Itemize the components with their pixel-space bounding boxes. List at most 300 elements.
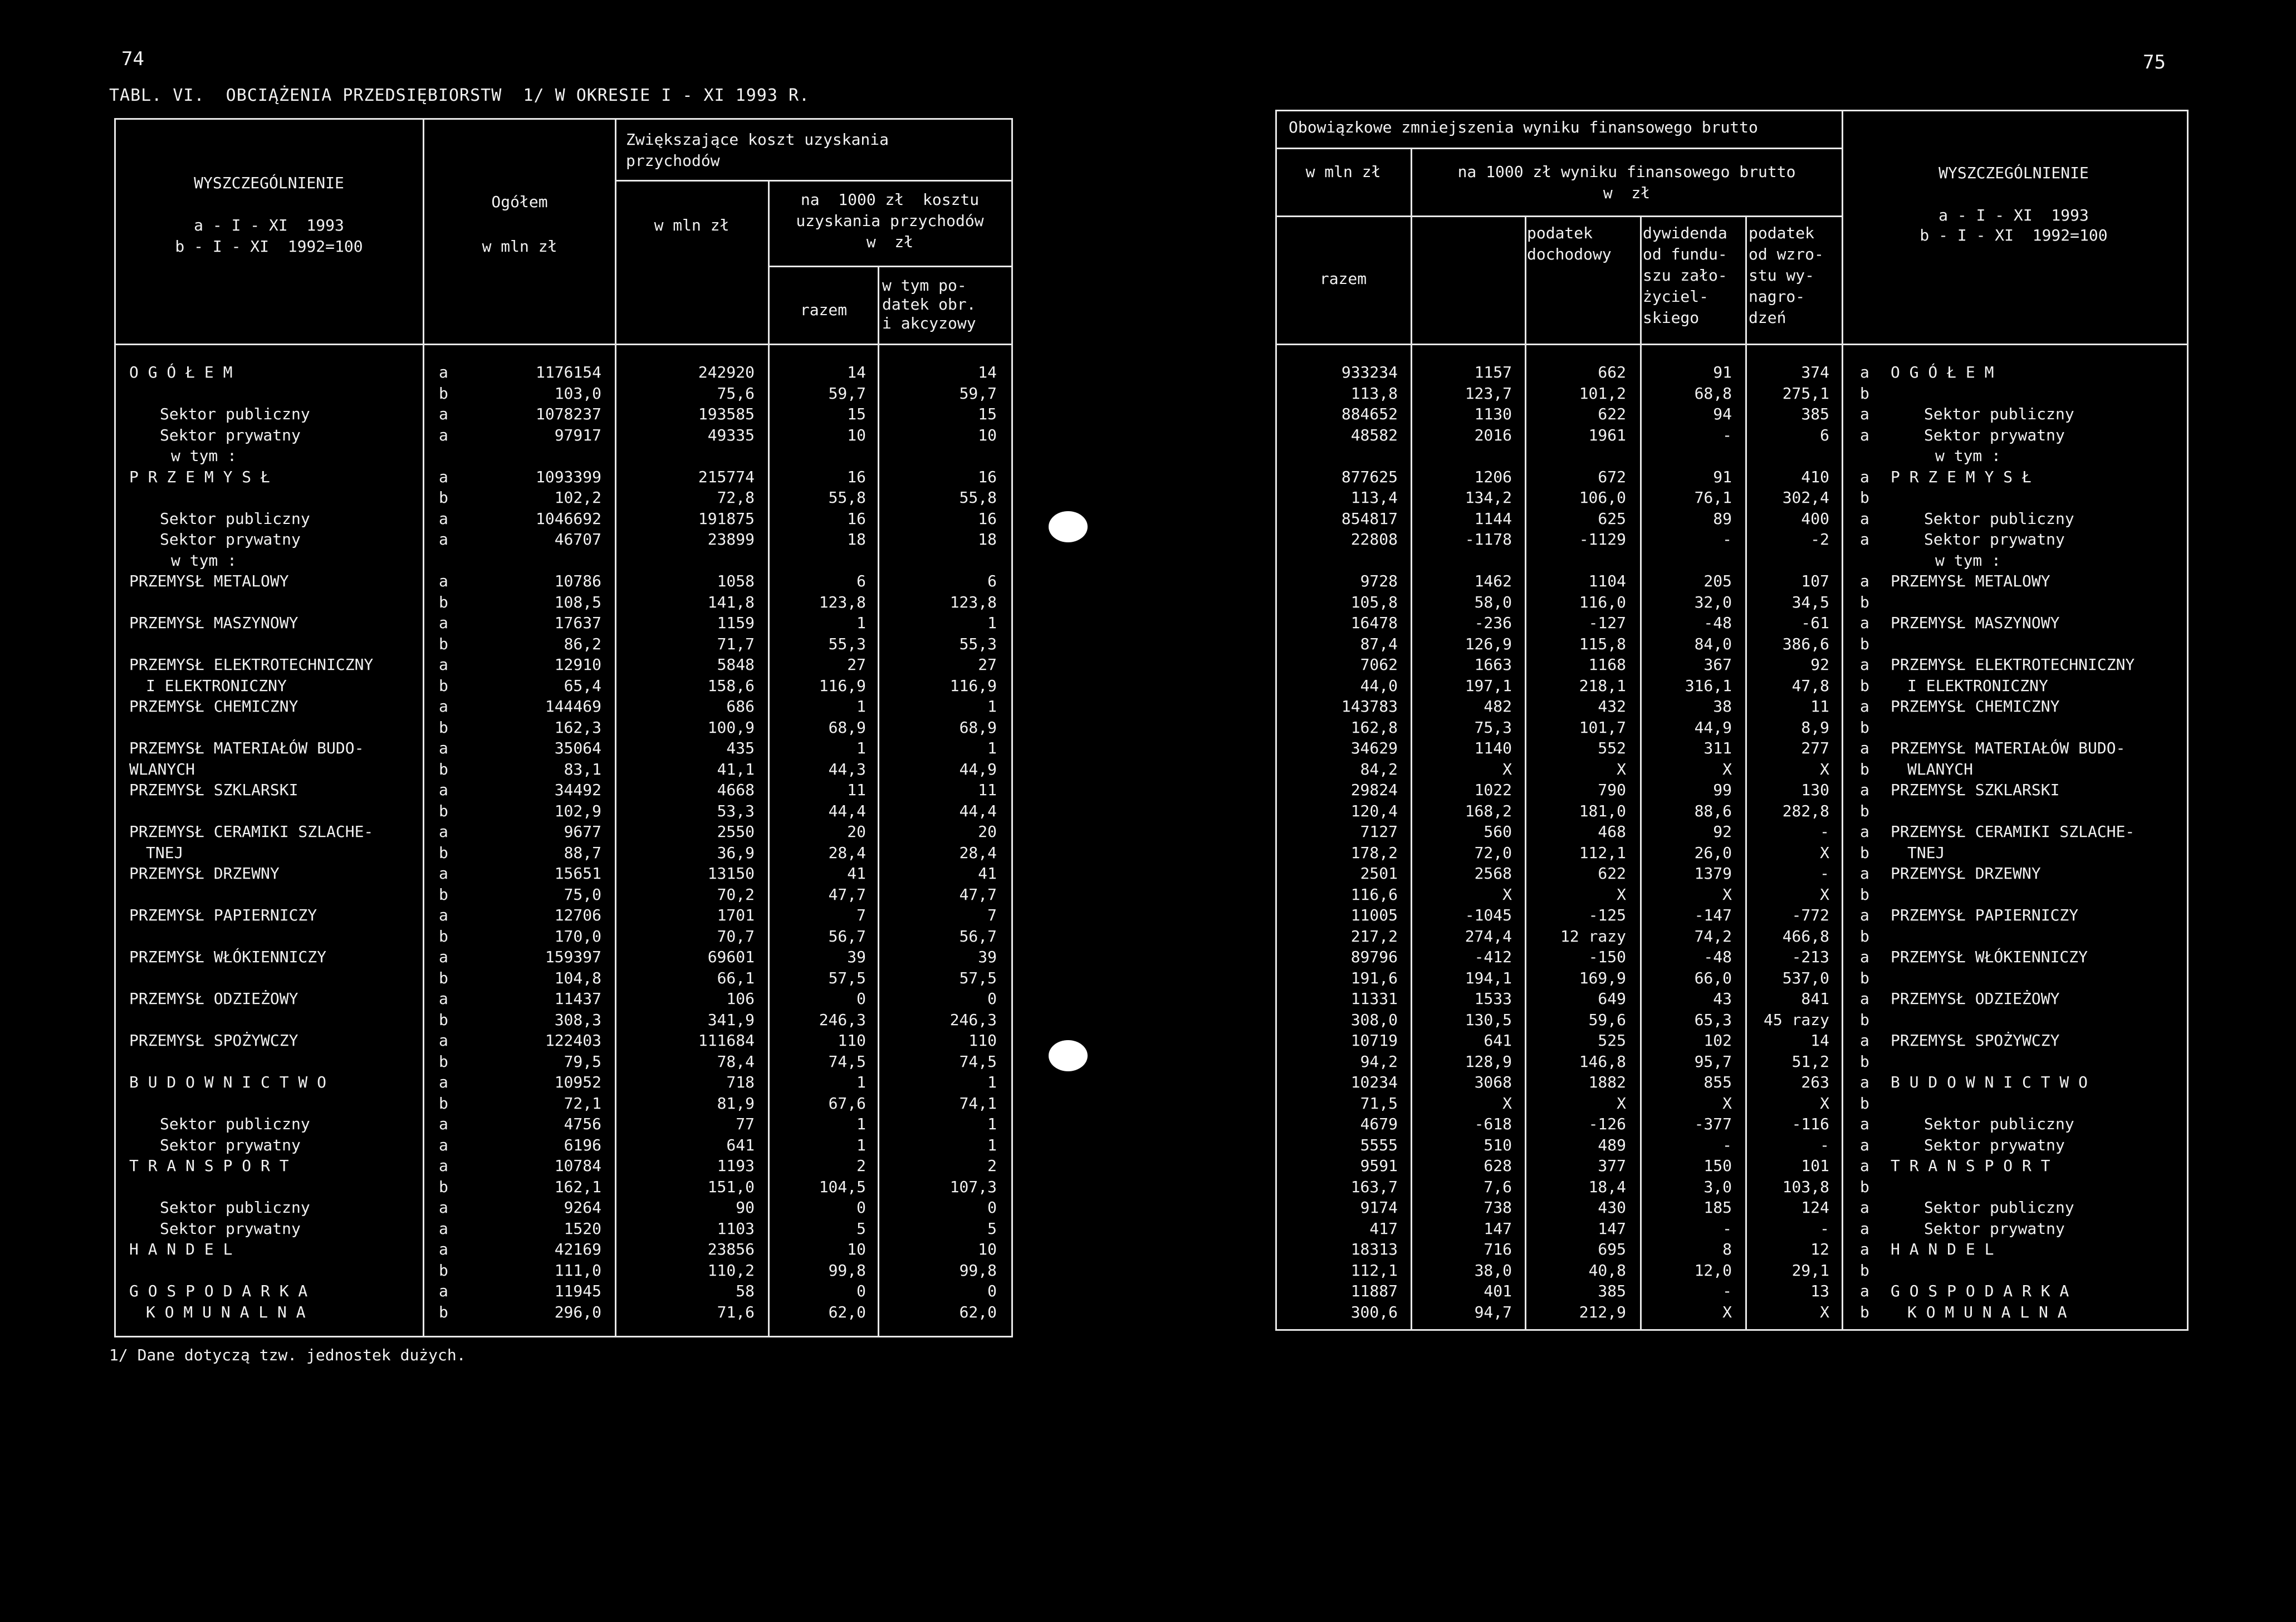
value-cell: 1206 xyxy=(1474,467,1512,486)
value-cell: 101,7 xyxy=(1579,718,1626,737)
value-cell: 92 xyxy=(1713,822,1732,841)
value-cell: 218,1 xyxy=(1579,676,1626,695)
value-cell: -772 xyxy=(1791,906,1829,924)
value-cell: 55,3 xyxy=(828,634,866,653)
value-cell: 77 xyxy=(736,1115,755,1133)
value-cell: 107,3 xyxy=(949,1177,997,1196)
row-label: B U D O W N I C T W O xyxy=(129,1073,327,1091)
row-indicator: a xyxy=(1860,614,1869,632)
value-cell: 58 xyxy=(736,1282,755,1300)
value-cell: 1157 xyxy=(1474,363,1512,381)
value-cell: 110 xyxy=(838,1031,866,1050)
row-label: Sektor prywatny xyxy=(160,1135,301,1154)
value-cell: -2 xyxy=(1810,530,1829,548)
value-cell: 7 xyxy=(856,906,866,924)
value-cell: 6 xyxy=(987,572,997,590)
value-cell: -618 xyxy=(1474,1115,1512,1133)
value-cell: 36,9 xyxy=(717,843,755,862)
value-cell: 44,4 xyxy=(828,801,866,820)
value-cell: 111684 xyxy=(698,1031,755,1050)
right-header-podatek-dochodowy: podatek dochodowy xyxy=(1527,224,1612,263)
value-cell: 1 xyxy=(856,697,866,716)
value-cell: 170,0 xyxy=(554,927,601,945)
value-cell: 168,2 xyxy=(1465,801,1512,820)
value-cell: 10 xyxy=(978,425,997,444)
value-cell: 1144 xyxy=(1474,509,1512,528)
value-cell: 386,6 xyxy=(1782,634,1829,653)
left-header-legend-b: b - I - XI 1992=100 xyxy=(175,237,363,256)
row-indicator: b xyxy=(1860,968,1869,987)
value-cell: 104,8 xyxy=(554,968,601,987)
left-header-ogolem: Ogółem xyxy=(491,193,548,211)
value-cell: 9174 xyxy=(1360,1198,1398,1217)
value-cell: 110 xyxy=(968,1031,997,1050)
value-cell: 1663 xyxy=(1474,655,1512,674)
value-cell: 10784 xyxy=(554,1157,601,1175)
row-label: PRZEMYSŁ WŁÓKIENNICZY xyxy=(1891,948,2088,966)
row-label: PRZEMYSŁ ELEKTROTECHNICZNY xyxy=(1891,655,2135,674)
value-cell: 46707 xyxy=(554,530,601,548)
value-cell: 59,7 xyxy=(828,384,866,403)
value-cell: 15 xyxy=(847,405,866,423)
value-cell: 41 xyxy=(847,864,866,883)
row-indicator: a xyxy=(1860,1073,1869,1091)
row-label: PRZEMYSŁ CHEMICZNY xyxy=(129,697,298,716)
value-cell: 185 xyxy=(1703,1198,1732,1217)
value-cell: 2550 xyxy=(717,822,755,841)
row-indicator: a xyxy=(439,1219,448,1238)
value-cell: 401 xyxy=(1484,1282,1512,1300)
row-indicator: a xyxy=(1860,948,1869,966)
value-cell: 51,2 xyxy=(1791,1052,1829,1071)
row-indicator: a xyxy=(439,1198,448,1217)
value-cell: 686 xyxy=(726,697,755,716)
row-indicator: a xyxy=(1860,906,1869,924)
row-label: w tym : xyxy=(171,551,237,570)
value-cell: 649 xyxy=(1598,989,1626,1008)
row-indicator: b xyxy=(439,634,448,653)
value-cell: 71,6 xyxy=(717,1302,755,1321)
value-cell: 27 xyxy=(847,655,866,674)
value-cell: 3,0 xyxy=(1703,1177,1732,1196)
value-cell: 150 xyxy=(1703,1157,1732,1175)
value-cell: 15651 xyxy=(554,864,601,883)
row-indicator: b xyxy=(439,1010,448,1029)
value-cell: 1 xyxy=(987,614,997,632)
row-indicator: a xyxy=(1860,697,1869,716)
value-cell: 738 xyxy=(1484,1198,1512,1217)
value-cell: 91 xyxy=(1713,363,1732,381)
row-indicator: b xyxy=(1860,384,1869,403)
row-indicator: a xyxy=(1860,1219,1869,1238)
value-cell: 16 xyxy=(978,509,997,528)
value-cell: 74,2 xyxy=(1694,927,1732,945)
value-cell: 17637 xyxy=(554,614,601,632)
value-cell: 2568 xyxy=(1474,864,1512,883)
value-cell: 525 xyxy=(1598,1031,1626,1050)
value-cell: 91 xyxy=(1713,467,1732,486)
value-cell: X xyxy=(1820,843,1829,862)
row-label: PRZEMYSŁ MATERIAŁÓW BUDO- xyxy=(1891,739,2126,757)
row-label: PRZEMYSŁ ODZIEŻOWY xyxy=(1891,989,2060,1008)
row-indicator: a xyxy=(439,405,448,423)
value-cell: -1129 xyxy=(1579,530,1626,548)
value-cell: 1 xyxy=(856,614,866,632)
value-cell: 116,9 xyxy=(949,676,997,695)
value-cell: X xyxy=(1722,885,1732,904)
value-cell: 11 xyxy=(1810,697,1829,716)
row-label: PRZEMYSŁ METALOWY xyxy=(129,572,289,590)
value-cell: 385 xyxy=(1801,405,1829,423)
row-label: w tym : xyxy=(171,447,237,465)
value-cell: 62,0 xyxy=(959,1302,997,1321)
value-cell: 855 xyxy=(1703,1073,1732,1091)
value-cell: 194,1 xyxy=(1465,968,1512,987)
row-label: Sektor publiczny xyxy=(1924,1115,2074,1133)
row-indicator: a xyxy=(1860,1240,1869,1258)
row-indicator: a xyxy=(439,467,448,486)
value-cell: 66,0 xyxy=(1694,968,1732,987)
row-label: I ELEKTRONICZNY xyxy=(1907,676,2048,695)
row-indicator: b xyxy=(439,968,448,987)
value-cell: 215774 xyxy=(698,467,755,486)
value-cell: 193585 xyxy=(698,405,755,423)
value-cell: 625 xyxy=(1598,509,1626,528)
value-cell: 144469 xyxy=(545,697,601,716)
value-cell: 106,0 xyxy=(1579,488,1626,507)
row-indicator: b xyxy=(439,759,448,778)
value-cell: 191875 xyxy=(698,509,755,528)
value-cell: 143783 xyxy=(1341,697,1398,716)
value-cell: 2016 xyxy=(1474,425,1512,444)
row-indicator: a xyxy=(1860,781,1869,799)
value-cell: 110,2 xyxy=(707,1261,755,1280)
right-header-w-mln-zl: w mln zł xyxy=(1305,163,1381,181)
row-indicator: a xyxy=(439,948,448,966)
value-cell: 22808 xyxy=(1350,530,1398,548)
value-cell: 432 xyxy=(1598,697,1626,716)
row-label: PRZEMYSŁ PAPIERNICZY xyxy=(1891,906,2079,924)
page-number-left: 74 xyxy=(121,48,144,70)
value-cell: 23899 xyxy=(707,530,755,548)
value-cell: 217,2 xyxy=(1350,927,1398,945)
right-header-obowiazkowe: Obowiązkowe zmniejszenia wyniku finansowego brutto xyxy=(1289,118,1758,136)
value-cell: 72,0 xyxy=(1474,843,1512,862)
value-cell: 4668 xyxy=(717,781,755,799)
left-header-wyszczegolnienie: WYSZCZEGÓLNIENIE xyxy=(194,174,344,192)
value-cell: 3068 xyxy=(1474,1073,1512,1091)
value-cell: 55,8 xyxy=(959,488,997,507)
value-cell: 1 xyxy=(856,1115,866,1133)
row-label: T R A N S P O R T xyxy=(1891,1157,2050,1175)
value-cell: 11437 xyxy=(554,989,601,1008)
row-label: Sektor publiczny xyxy=(1924,509,2074,528)
row-indicator: a xyxy=(1860,425,1869,444)
row-label: Sektor publiczny xyxy=(160,1198,310,1217)
value-cell: 45 razy xyxy=(1763,1010,1829,1029)
row-indicator: a xyxy=(1860,405,1869,423)
row-indicator: b xyxy=(1860,801,1869,820)
value-cell: 6 xyxy=(856,572,866,590)
value-cell: 147 xyxy=(1598,1219,1626,1238)
value-cell: 1022 xyxy=(1474,781,1512,799)
scan-blot-mark xyxy=(1049,511,1088,542)
value-cell: 622 xyxy=(1598,864,1626,883)
value-cell: 1176154 xyxy=(535,363,601,381)
row-indicator: b xyxy=(439,1177,448,1196)
row-label: Sektor prywatny xyxy=(160,530,301,548)
row-indicator: a xyxy=(439,781,448,799)
left-header-na-1000: na 1000 zł kosztu uzyskania przychodów w zł xyxy=(796,190,984,251)
value-cell: 18 xyxy=(978,530,997,548)
value-cell: 115,8 xyxy=(1579,634,1626,653)
value-cell: 246,3 xyxy=(949,1010,997,1029)
value-cell: 38 xyxy=(1713,697,1732,716)
row-indicator: b xyxy=(1860,634,1869,653)
value-cell: 482 xyxy=(1484,697,1512,716)
value-cell: 9264 xyxy=(564,1198,601,1217)
row-label: Sektor publiczny xyxy=(1924,405,2074,423)
value-cell: 44,9 xyxy=(959,759,997,778)
value-cell: 695 xyxy=(1598,1240,1626,1258)
value-cell: 1 xyxy=(987,739,997,757)
row-indicator: a xyxy=(439,1135,448,1154)
row-indicator: b xyxy=(1860,1302,1869,1321)
value-cell: 1058 xyxy=(717,572,755,590)
value-cell: 48582 xyxy=(1350,425,1398,444)
value-cell: 53,3 xyxy=(717,801,755,820)
value-cell: 101 xyxy=(1801,1157,1829,1175)
value-cell: 162,3 xyxy=(554,718,601,737)
row-label: PRZEMYSŁ SZKLARSKI xyxy=(1891,781,2060,799)
value-cell: 16 xyxy=(847,509,866,528)
value-cell: 43 xyxy=(1713,989,1732,1008)
value-cell: 47,8 xyxy=(1791,676,1829,695)
row-indicator: b xyxy=(439,885,448,904)
value-cell: 308,0 xyxy=(1350,1010,1398,1029)
value-cell: 130 xyxy=(1801,781,1829,799)
value-cell: 854817 xyxy=(1341,509,1398,528)
value-cell: 18313 xyxy=(1350,1240,1398,1258)
row-label: G O S P O D A R K A xyxy=(129,1282,308,1300)
value-cell: 122403 xyxy=(545,1031,601,1050)
value-cell: 112,1 xyxy=(1350,1261,1398,1280)
value-cell: X xyxy=(1502,1094,1512,1113)
value-cell: 242920 xyxy=(698,363,755,381)
row-indicator: a xyxy=(439,864,448,883)
value-cell: 57,5 xyxy=(959,968,997,987)
value-cell: 0 xyxy=(987,1282,997,1300)
value-cell: 1462 xyxy=(1474,572,1512,590)
value-cell: 41,1 xyxy=(717,759,755,778)
value-cell: 246,3 xyxy=(819,1010,866,1029)
value-cell: 75,6 xyxy=(717,384,755,403)
value-cell: 14 xyxy=(1810,1031,1829,1050)
value-cell: X xyxy=(1502,885,1512,904)
value-cell: 417 xyxy=(1369,1219,1398,1238)
value-cell: 282,8 xyxy=(1782,801,1829,820)
row-label: Sektor publiczny xyxy=(160,405,310,423)
value-cell: 75,3 xyxy=(1474,718,1512,737)
value-cell: 672 xyxy=(1598,467,1626,486)
row-label: Sektor publiczny xyxy=(160,1115,310,1133)
value-cell: 87,4 xyxy=(1360,634,1398,653)
value-cell: - xyxy=(1722,530,1732,548)
value-cell: 20 xyxy=(847,822,866,841)
value-cell: 11005 xyxy=(1350,906,1398,924)
value-cell: 101,2 xyxy=(1579,384,1626,403)
value-cell: X xyxy=(1617,1094,1626,1113)
row-label: Sektor prywatny xyxy=(1924,1135,2065,1154)
value-cell: 141,8 xyxy=(707,592,755,611)
value-cell: 55,3 xyxy=(959,634,997,653)
right-header-dywidenda: dywidenda od fundu- szu zało- życiel- skiego xyxy=(1643,224,1727,327)
value-cell: 537,0 xyxy=(1782,968,1829,987)
value-cell: 1701 xyxy=(717,906,755,924)
value-cell: 1 xyxy=(856,1135,866,1154)
row-label: TNEJ xyxy=(146,843,184,862)
row-label: H A N D E L xyxy=(1891,1240,1994,1258)
value-cell: -48 xyxy=(1703,614,1732,632)
row-indicator: a xyxy=(439,989,448,1008)
value-cell: 377 xyxy=(1598,1157,1626,1175)
value-cell: 102 xyxy=(1703,1031,1732,1050)
value-cell: -116 xyxy=(1791,1115,1829,1133)
value-cell: X xyxy=(1617,885,1626,904)
value-cell: 790 xyxy=(1598,781,1626,799)
row-indicator: a xyxy=(439,1115,448,1133)
value-cell: 622 xyxy=(1598,405,1626,423)
value-cell: 7062 xyxy=(1360,655,1398,674)
value-cell: 44,4 xyxy=(959,801,997,820)
value-cell: 468 xyxy=(1598,822,1626,841)
value-cell: 718 xyxy=(726,1073,755,1091)
value-cell: 106 xyxy=(726,989,755,1008)
row-indicator: a xyxy=(439,1240,448,1258)
value-cell: - xyxy=(1820,822,1829,841)
value-cell: 74,5 xyxy=(959,1052,997,1071)
value-cell: 158,6 xyxy=(707,676,755,695)
row-indicator: a xyxy=(439,1157,448,1175)
row-indicator: b xyxy=(1860,718,1869,737)
row-indicator: a xyxy=(1860,509,1869,528)
value-cell: 35064 xyxy=(554,739,601,757)
value-cell: 74,1 xyxy=(959,1094,997,1113)
value-cell: 1533 xyxy=(1474,989,1512,1008)
value-cell: 1093399 xyxy=(535,467,601,486)
value-cell: 510 xyxy=(1484,1135,1512,1154)
value-cell: 99,8 xyxy=(959,1261,997,1280)
value-cell: 89796 xyxy=(1350,948,1398,966)
value-cell: 1 xyxy=(987,1135,997,1154)
value-cell: 0 xyxy=(856,989,866,1008)
value-cell: 302,4 xyxy=(1782,488,1829,507)
value-cell: 6196 xyxy=(564,1135,601,1154)
value-cell: -1045 xyxy=(1465,906,1512,924)
value-cell: 10 xyxy=(847,1240,866,1258)
value-cell: 99,8 xyxy=(828,1261,866,1280)
value-cell: 20 xyxy=(978,822,997,841)
value-cell: 58,0 xyxy=(1474,592,1512,611)
value-cell: 1104 xyxy=(1588,572,1626,590)
value-cell: - xyxy=(1820,1135,1829,1154)
value-cell: 108,5 xyxy=(554,592,601,611)
value-cell: 11945 xyxy=(554,1282,601,1300)
value-cell: 277 xyxy=(1801,739,1829,757)
value-cell: 316,1 xyxy=(1685,676,1732,695)
row-indicator: a xyxy=(439,906,448,924)
row-label: PRZEMYSŁ CHEMICZNY xyxy=(1891,697,2060,716)
row-label: TNEJ xyxy=(1907,843,1945,862)
row-indicator: a xyxy=(1860,572,1869,590)
row-indicator: b xyxy=(1860,592,1869,611)
right-header-wyszczegolnienie: WYSZCZEGÓLNIENIE xyxy=(1938,164,2089,182)
row-indicator: a xyxy=(1860,1157,1869,1175)
value-cell: 94,2 xyxy=(1360,1052,1398,1071)
value-cell: 641 xyxy=(726,1135,755,1154)
row-label: PRZEMYSŁ DRZEWNY xyxy=(129,864,280,883)
value-cell: 1 xyxy=(856,1073,866,1091)
row-label: PRZEMYSŁ CERAMIKI SZLACHE- xyxy=(1891,822,2135,841)
value-cell: 662 xyxy=(1598,363,1626,381)
value-cell: 1193 xyxy=(717,1157,755,1175)
row-label: Sektor publiczny xyxy=(1924,1198,2074,1217)
value-cell: 1103 xyxy=(717,1219,755,1238)
row-indicator: a xyxy=(439,1282,448,1300)
value-cell: 16 xyxy=(978,467,997,486)
row-indicator: a xyxy=(1860,467,1869,486)
row-label: PRZEMYSŁ MASZYNOWY xyxy=(129,614,298,632)
row-label: Sektor prywatny xyxy=(160,425,301,444)
value-cell: X xyxy=(1820,1094,1829,1113)
value-cell: 68,9 xyxy=(959,718,997,737)
value-cell: -1178 xyxy=(1465,530,1512,548)
value-cell: 105,8 xyxy=(1350,592,1398,611)
value-cell: 9728 xyxy=(1360,572,1398,590)
value-cell: 84,0 xyxy=(1694,634,1732,653)
value-cell: 103,0 xyxy=(554,384,601,403)
value-cell: 0 xyxy=(856,1282,866,1300)
value-cell: 68,9 xyxy=(828,718,866,737)
value-cell: 1 xyxy=(987,1115,997,1133)
value-cell: 32,0 xyxy=(1694,592,1732,611)
value-cell: 410 xyxy=(1801,467,1829,486)
value-cell: 39 xyxy=(847,948,866,966)
value-cell: 6 xyxy=(1820,425,1829,444)
value-cell: 123,7 xyxy=(1465,384,1512,403)
value-cell: 29824 xyxy=(1350,781,1398,799)
value-cell: 12,0 xyxy=(1694,1261,1732,1280)
row-indicator: b xyxy=(439,1094,448,1113)
row-label: PRZEMYSŁ ODZIEŻOWY xyxy=(129,989,298,1008)
value-cell: 181,0 xyxy=(1579,801,1626,820)
value-cell: 18,4 xyxy=(1588,1177,1626,1196)
value-cell: 66,1 xyxy=(717,968,755,987)
value-cell: 7127 xyxy=(1360,822,1398,841)
value-cell: -377 xyxy=(1694,1115,1732,1133)
value-cell: 81,9 xyxy=(717,1094,755,1113)
value-cell: 9591 xyxy=(1360,1157,1398,1175)
row-indicator: a xyxy=(1860,1198,1869,1217)
row-label: Sektor prywatny xyxy=(1924,425,2065,444)
value-cell: 1961 xyxy=(1588,425,1626,444)
row-indicator: b xyxy=(439,384,448,403)
value-cell: 12706 xyxy=(554,906,601,924)
value-cell: 0 xyxy=(856,1198,866,1217)
value-cell: 34,5 xyxy=(1791,592,1829,611)
value-cell: 112,1 xyxy=(1579,843,1626,862)
value-cell: 47,7 xyxy=(959,885,997,904)
